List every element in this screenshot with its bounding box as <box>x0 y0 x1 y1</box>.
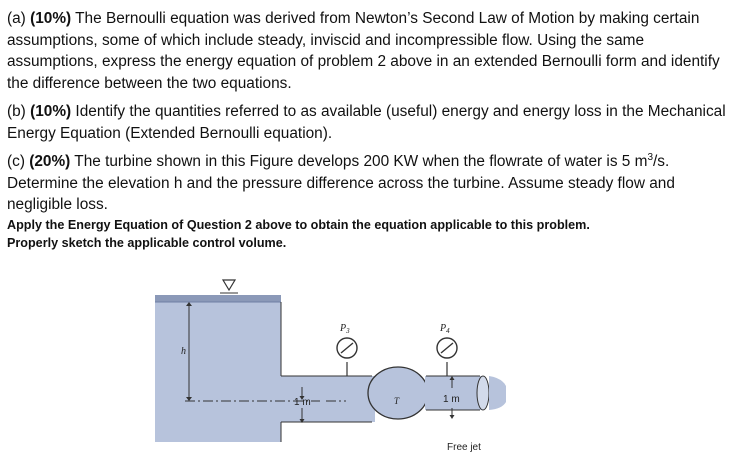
label-p4 <box>439 323 450 335</box>
label-p3-main: P <box>340 323 347 334</box>
instruction-line-2: Properly sketch the applicable control volume. <box>7 236 287 250</box>
part-a-text: The Bernoulli equation was derived from Newton’s Second Law of Motion by making certain assumptions, some of which include steady, inviscid and incompressible flow. Using the same assumptions, express the energy equation of problem 2 above in an extended Bernoulli form and identify the difference between the two equations. <box>7 10 720 92</box>
part-c-superscript: 3 <box>647 151 654 163</box>
part-c-weight: (20%) <box>29 153 71 170</box>
part-c-text-1: The turbine shown in this Figure develops 200 KW when the flowrate of water is 5 m <box>70 153 648 170</box>
free-surface-triangle <box>223 280 235 290</box>
reservoir-water <box>155 302 281 442</box>
label-dim-left: 1 m <box>294 397 311 408</box>
pipe-exit-section <box>477 376 489 410</box>
part-c-label: (c) <box>7 153 25 170</box>
part-b-weight: (10%) <box>30 103 72 120</box>
part-c-text-2: /s. Determine the elevation h and the pressure difference across the turbine. Assume steady flow and negligible loss. <box>7 153 675 213</box>
label-dim-right: 1 m <box>443 394 460 405</box>
label-p3 <box>339 323 350 335</box>
part-a-weight: (10%) <box>30 10 72 27</box>
part-b-label: (b) <box>7 103 26 120</box>
turbine-housing <box>368 367 428 419</box>
instruction-line-1: Apply the Energy Equation of Question 2 above to obtain the equation applicable to this problem. <box>7 217 590 232</box>
turbine-diagram <box>150 278 510 461</box>
part-a <box>7 8 735 94</box>
part-b-text: Identify the quantities referred to as available (useful) energy and energy loss in the Mechanical Energy Equation (Extended Bernoulli equation). <box>7 103 726 142</box>
part-a-label: (a) <box>7 10 26 27</box>
free-jet-stream <box>489 376 506 410</box>
label-turbine: T <box>394 396 400 406</box>
label-h: h <box>181 346 186 357</box>
label-p4-main: P <box>440 323 447 334</box>
label-free-jet: Free jet <box>447 442 481 453</box>
turbine-figure <box>150 278 510 461</box>
part-c <box>7 151 735 216</box>
label-p4-sub: 4 <box>446 327 450 335</box>
reservoir-surface <box>155 295 281 302</box>
part-b <box>7 101 735 144</box>
problem-text <box>7 8 735 253</box>
dim-right-arrow-bottom <box>450 415 455 419</box>
label-p3-sub: 3 <box>346 327 350 335</box>
